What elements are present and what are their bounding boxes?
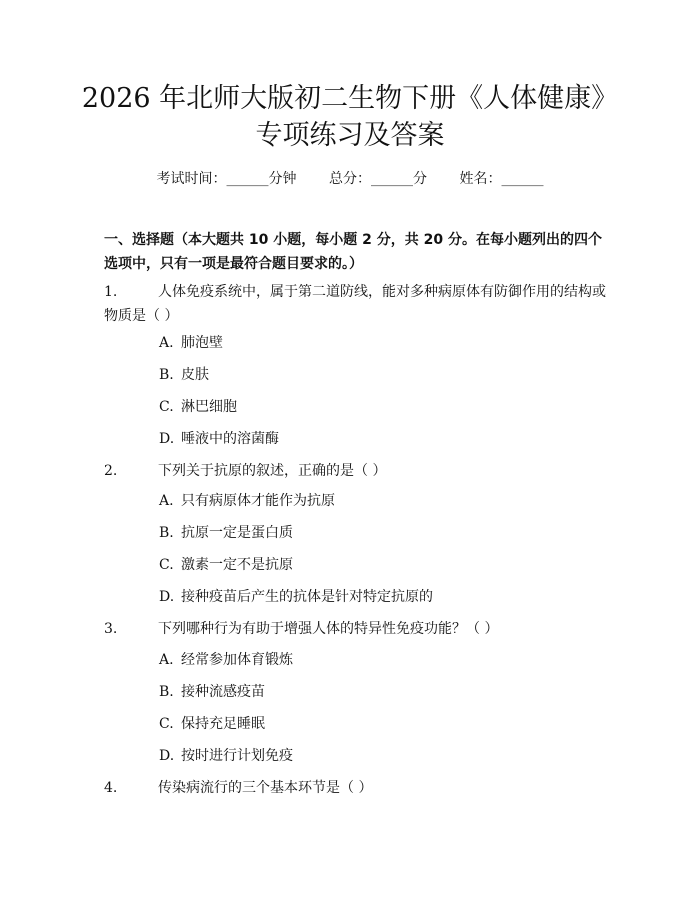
option-letter: B. [159, 684, 174, 700]
option-letter: A. [159, 652, 174, 668]
option-text: 肺泡壁 [181, 335, 223, 351]
question-number: 3. [104, 621, 118, 637]
option-letter: C. [159, 716, 174, 732]
option-text: 保持充足睡眠 [181, 716, 265, 732]
question-number: 1. [104, 284, 118, 300]
option-letter: D. [159, 589, 175, 605]
option-text: 只有病原体才能作为抗原 [181, 493, 335, 509]
option-3a [159, 650, 293, 670]
exam-info [0, 168, 700, 188]
question-3 [104, 617, 614, 641]
option-text: 淋巴细胞 [181, 399, 237, 415]
option-letter: C. [159, 399, 174, 415]
question-number: 4. [104, 780, 118, 796]
option-2b [159, 523, 293, 543]
option-letter: B. [159, 525, 174, 541]
option-1b [159, 365, 209, 385]
option-letter: D. [159, 748, 175, 764]
option-1d [159, 429, 279, 449]
option-letter: A. [159, 493, 174, 509]
total-score-field: 总分：______分 [329, 171, 427, 187]
option-text: 皮肤 [181, 367, 209, 383]
page-title-line1: 2026 年北师大版初二生物下册《人体健康》 [81, 83, 619, 114]
option-text: 激素一定不是抗原 [181, 557, 293, 573]
option-letter: A. [159, 335, 174, 351]
option-letter: D. [159, 431, 175, 447]
option-text: 唾液中的溶菌酶 [181, 431, 279, 447]
option-3b [159, 682, 265, 702]
option-2a [159, 491, 335, 511]
option-text: 按时进行计划免疫 [181, 748, 293, 764]
option-2d [159, 587, 433, 607]
question-text: 传染病流行的三个基本环节是（ ） [158, 780, 373, 796]
student-name-field: 姓名：______ [459, 171, 544, 187]
question-1 [104, 280, 614, 328]
question-text: 下列哪种行为有助于增强人体的特异性免疫功能？（ ） [158, 621, 499, 637]
option-3d [159, 746, 293, 766]
option-text: 接种流感疫苗 [181, 684, 265, 700]
page-title-line2: 专项练习及答案 [255, 120, 445, 151]
exam-time-field: 考试时间：______分钟 [156, 171, 297, 187]
option-3c [159, 714, 265, 734]
question-number: 2. [104, 463, 118, 479]
option-text: 接种疫苗后产生的抗体是针对特定抗原的 [181, 589, 433, 605]
option-text: 抗原一定是蛋白质 [181, 525, 293, 541]
option-letter: C. [159, 557, 174, 573]
question-2 [104, 459, 614, 483]
option-2c [159, 555, 293, 575]
question-text: 下列关于抗原的叙述，正确的是（ ） [158, 463, 387, 479]
option-1a [159, 333, 223, 353]
question-4 [104, 776, 614, 800]
option-text: 经常参加体育锻炼 [181, 652, 293, 668]
question-text-cont: 物质是（ ） [104, 308, 179, 324]
section-heading: 一、选择题（本大题共 10 小题，每小题 2 分，共 20 分。在每小题列出的四个选项中，只有一项是最符合题目要求的。） [104, 232, 602, 272]
option-1c [159, 397, 237, 417]
question-text: 人体免疫系统中，属于第二道防线，能对多种病原体有防御作用的结构或 [158, 284, 606, 300]
option-letter: B. [159, 367, 174, 383]
